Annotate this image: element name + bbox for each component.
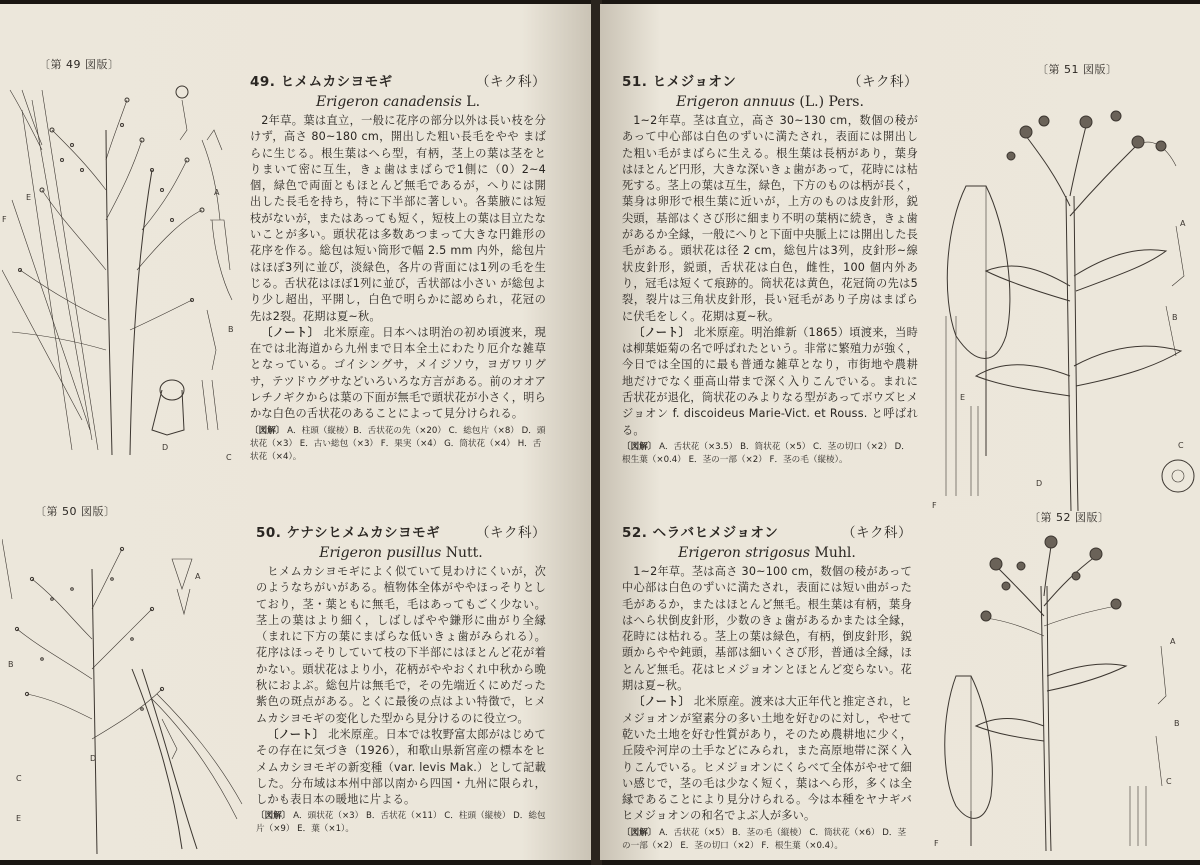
plate-label-50: 〔第 50 図版〕 <box>35 505 116 518</box>
entry-50-scientific-name: Erigeron pusillus Nutt. <box>319 545 483 561</box>
svg-text:C: C <box>16 774 22 783</box>
entry-51-note: 北米原産。明治維新（1865）頃渡来，当時は柳葉姫菊の名で呼ばれたという。非常に繁殖力が強く，今日では全国的に最も普通な雑草となり，市街地や農耕地だけでなく亜高山帯まで深く入りこんでいる。まれに舌状花が退化，筒状花のみよりなる型があってボウズヒメジョオン f. discoideus Marie-Vict. et Rouss. と呼ばれる。 <box>622 325 918 437</box>
entry-51-legend: 〔図解〕 A．舌状花（×3.5） B．筒状花（×5） C．茎の切口（×2） D．根生葉（×0.4） E．茎の一部（×2） F．茎の毛（縦棱）。 <box>622 441 910 465</box>
entry-52-note: 北米原産。渡来は大正年代と推定され，ヒメジョオンが窒素分の多い土地を好むのに対し，やせて乾いた土地を好む性質があり，そのため農耕地に少く，丘陵や河岸の土手などにみられ，また高原地帯に深く入りこんでいる。ヒメジョオンにくらべて全体がやせて細い感じで，茎の毛は少なく短く，葉はへら形，多くは全縁であることにより見分けられる。今は本種をヤナギバヒメジョオンの和名でよぶ人が多い。 <box>622 695 913 823</box>
svg-text:F: F <box>2 215 7 224</box>
entry-50-note: 北米原産。日本では牧野富太郎がはじめてその存在に気づき（1926），和歌山県新宮産の標本をヒメムカシヨモギの新変種（var. levis Mak.）として記載した。分布域は本州中部以南から四国・九州に限られ，しかも表日本の暖地に片よる。 <box>256 727 546 807</box>
svg-text:C: C <box>226 453 232 460</box>
plate-label-51: 〔第 51 図版〕 <box>1037 63 1118 76</box>
entry-49-note-tag: 〔ノート〕 <box>261 325 320 339</box>
entry-50-body: ヒメムカシヨモギによく似ていて見わけにくいが，次のようなちがいがある。植物体全体がややほっそりとしており，茎・葉ともに無毛，毛はあってもごく少ない。茎上の葉はより細く，しばしばやや鎌形に曲がり全縁（まれに下方の葉にまばらな低いきょ歯がみられる）。花序はほっそりしていて枝の下半部にはほとんど花が着かない。頭状花はより小，花柄がややおくれ中秋から晩秋におよぶ。総包片は無毛で，その先端近くにめだった紫色の斑点がある。とくに最後の点はよい特徴で，ヒメムカシヨモギの変化した型から見分けるのに役立つ。 〔ノート〕 北米原産。日本では牧野富太郎がはじめてその存在に気づき（1926），和歌山県新宮産の標本をヒメムカシヨモギの新変種（var. levis Mak.）として記載した。分布域は本州中部以南から四国・九州に限られ，しかも表日本の暖地に片よる。 <box>256 565 546 807</box>
entry-49-note: 北米原産。日本へは明治の初め頃渡来，現在では北海道から九州まで日本全土にわたり厄介な雑草となっている。ゴイシングサ，メイジソウ，ヨガワリグサ，テツドウグサなどいろいろな方言がある。前のオオアレチノギクからは葉の下面が無毛で頭状花が小さく，明らかな白色の舌状花のあることによって見分けられる。 <box>250 325 546 421</box>
illustration-plate-50 <box>2 519 246 859</box>
entry-52-note-tag: 〔ノート〕 <box>633 695 691 709</box>
illustration-plate-51 <box>926 76 1198 516</box>
svg-text:F: F <box>934 839 939 848</box>
entry-52-body: 1~2年草。茎は高さ 30~100 cm，数個の稜があって中心部は白色のずいに満たされ，表面には短い曲がった毛があるか，またはほとんど無毛。根生葉は有柄，葉身はへら状倒皮針形，少数のきょ歯があるかまたは全縁，花時には枯れる。茎上の葉は緑色，有柄，倒皮針形，鋭頭からやや鈍頭，基部は細いくさび形，普通は全縁，ほとんど無毛。花はヒメジョオンとほとんど変らない。花期は夏~秋。 〔ノート〕 北米原産。渡来は大正年代と推定され，ヒメジョオンが窒素分の多い土地を好むのに対し，やせて乾いた土地を好む性質があり，そのため農耕地に少く，丘陵や河岸の土手などにみられ，また高原地帯に深く入りこんでいる。ヒメジョオンにくらべて全体がやせて細い感じで，茎の毛は少なく短く，葉はへら形，多くは全縁であることにより見分けられる。今は本種をヤナギバヒメジョオンの和名でよぶ人が多い。 <box>622 565 913 823</box>
entry-51-title: 51. ヒメジョオン （キク科） <box>622 70 918 90</box>
svg-text:F: F <box>932 501 937 510</box>
entry-51-family: （キク科） <box>848 74 918 90</box>
left-page <box>0 4 593 860</box>
svg-text:E: E <box>26 193 32 202</box>
svg-text:B: B <box>228 325 234 334</box>
plate-label-52: 〔第 52 図版〕 <box>1029 511 1110 524</box>
svg-text:D: D <box>1036 479 1043 488</box>
entry-50-family: （キク科） <box>476 525 546 541</box>
entry-51-body: 1~2年草。茎は直立，高さ 30~130 cm，数個の稜があって中心部は白色のずいに満たされ，表面には開出した粗い毛がまばらに生える。根生葉は長柄があり，葉身はほとんど円形，大きな深いきょ歯があって，花時には枯死する。茎上の葉は互生，緑色，下方のものは柄が長く，葉身は卵形で根生葉に近いが，上方のものは皮針形，鋭尖頭，基部はくさび形に細まり不明の葉柄に続き，きょ歯があるか全縁，一般にへりと下面中央脈上には開出した長毛がある。頭状花は径 2 cm，総包片は3列，皮針形~線状皮針形，鋭頭，舌状花は白色，雌性，100 個内外あり，冠毛は短くて痕跡的。筒状花は黄色，花冠筒の先は5裂，裂片は三角状皮針形，長い冠毛があり子房はまばらに伏毛をしく。花期は夏~秋。 〔ノート〕 北米原産。明治維新（1865）頃渡来，当時は柳葉姫菊の名で呼ばれたという。非常に繁殖力が強く，今日では全国的に最も普通な雑草となり，市街地や農耕地だけでなく亜高山帯まで深く入りこんでいる。まれに舌状花が退化，筒状花のみよりなる型があってボウズヒメジョオン f. discoideus Marie-Vict. et Rouss. と呼ばれる。 <box>622 114 918 437</box>
svg-text:B: B <box>1174 719 1180 728</box>
svg-text:B: B <box>1172 313 1178 322</box>
svg-text:B: B <box>8 660 14 669</box>
entry-52-legend: 〔図解〕 A．舌状花（×5） B．茎の毛（縦棱） C．筒状花（×6） D．茎の一部（×2） E．茎の切口（×2） F．根生葉（×0.4）。 <box>622 827 907 851</box>
entry-50-title: 50. ケナシヒメムカシヨモギ （キク科） <box>256 521 546 541</box>
entry-52-title: 52. ヘラバヒメジョオン （キク科） <box>622 521 912 541</box>
svg-text:E: E <box>960 393 966 402</box>
svg-text:A: A <box>1170 637 1176 646</box>
entry-51-scientific-name: Erigeron annuus (L.) Pers. <box>676 94 864 110</box>
entry-49-family: （キク科） <box>476 74 546 90</box>
entry-51-note-tag: 〔ノート〕 <box>633 325 691 339</box>
illustration-plate-49 <box>2 70 246 460</box>
entry-51 <box>622 70 918 467</box>
entry-49-legend: 〔図解〕 A．柱頭（縦棱）B．舌状花の先（×20） C．総包片（×8） D．頭状花（×3） E．古い総包（×3） F．果実（×4） G．筒状花（×4） H．舌状花（×4）。 <box>250 425 546 462</box>
svg-text:A: A <box>1180 219 1186 228</box>
entry-49-title: 49. ヒメムカシヨモギ （キク科） <box>250 70 546 90</box>
svg-text:D: D <box>90 754 97 763</box>
entry-49-body: 2年草。葉は直立，一般に花序の部分以外は長い枝を分けず，高さ 80~180 cm，開出した粗い長毛をやや まばらに生じる。根生葉はへら型，有柄，茎上の葉は茎をとりまいて密に互生，きょ歯はまばらで1側に（0）2~4個，緑色で両面ともほとんど無毛であるが，へりには開出した長毛を持ち，特に下半部に著しい。各葉腋には短枝がないが，またはあっても短く，短枝上の葉は目立たないことが多い。頭状花は多数あつまって大きな円錐形の花序を作る。総包は短い筒形で幅 2.5 mm 内外，総包片はほぼ3列に並び，淡緑色，各片の背面には1列の毛を生じる。舌状花はほぼ1列に並び，舌状部は小さい が総包より少し超出，平開し，白色で明らかに認められ，花冠の先は2裂。花期は夏~秋。 〔ノート〕 北米原産。日本へは明治の初め頃渡来，現在では北海道から九州まで日本全土にわたり厄介な雑草となっている。ゴイシングサ，メイジソウ，ヨガワリグサ，テツドウグサなどいろいろな方言がある。前のオオアレチノギクからは葉の下面が無毛で頭状花が小さく，明らかな白色の舌状花のあることによって見分けられる。 <box>250 114 546 421</box>
entry-50-legend: 〔図解〕 A．頭状花（×3） B．舌状花（×11） C．柱頭（縦棱） D．総包片（×9） E．葉（×1）。 <box>256 811 546 835</box>
entry-50 <box>256 521 546 836</box>
plate-label-49: 〔第 49 図版〕 <box>39 58 120 71</box>
entry-52-scientific-name: Erigeron strigosus Muhl. <box>678 545 856 561</box>
svg-text:A: A <box>214 188 220 197</box>
svg-text:D: D <box>162 443 169 452</box>
entry-52-family: （キク科） <box>842 525 912 541</box>
entry-50-note-tag: 〔ノート〕 <box>267 727 325 741</box>
entry-49-scientific-name: Erigeron canadensis L. <box>315 94 481 110</box>
entry-49 <box>250 70 546 464</box>
right-page <box>600 4 1200 860</box>
svg-text:C: C <box>1166 777 1172 786</box>
entry-52 <box>622 521 912 853</box>
svg-text:E: E <box>16 814 22 823</box>
svg-text:A: A <box>195 572 201 581</box>
svg-text:C: C <box>1178 441 1184 450</box>
illustration-plate-52 <box>926 526 1198 856</box>
